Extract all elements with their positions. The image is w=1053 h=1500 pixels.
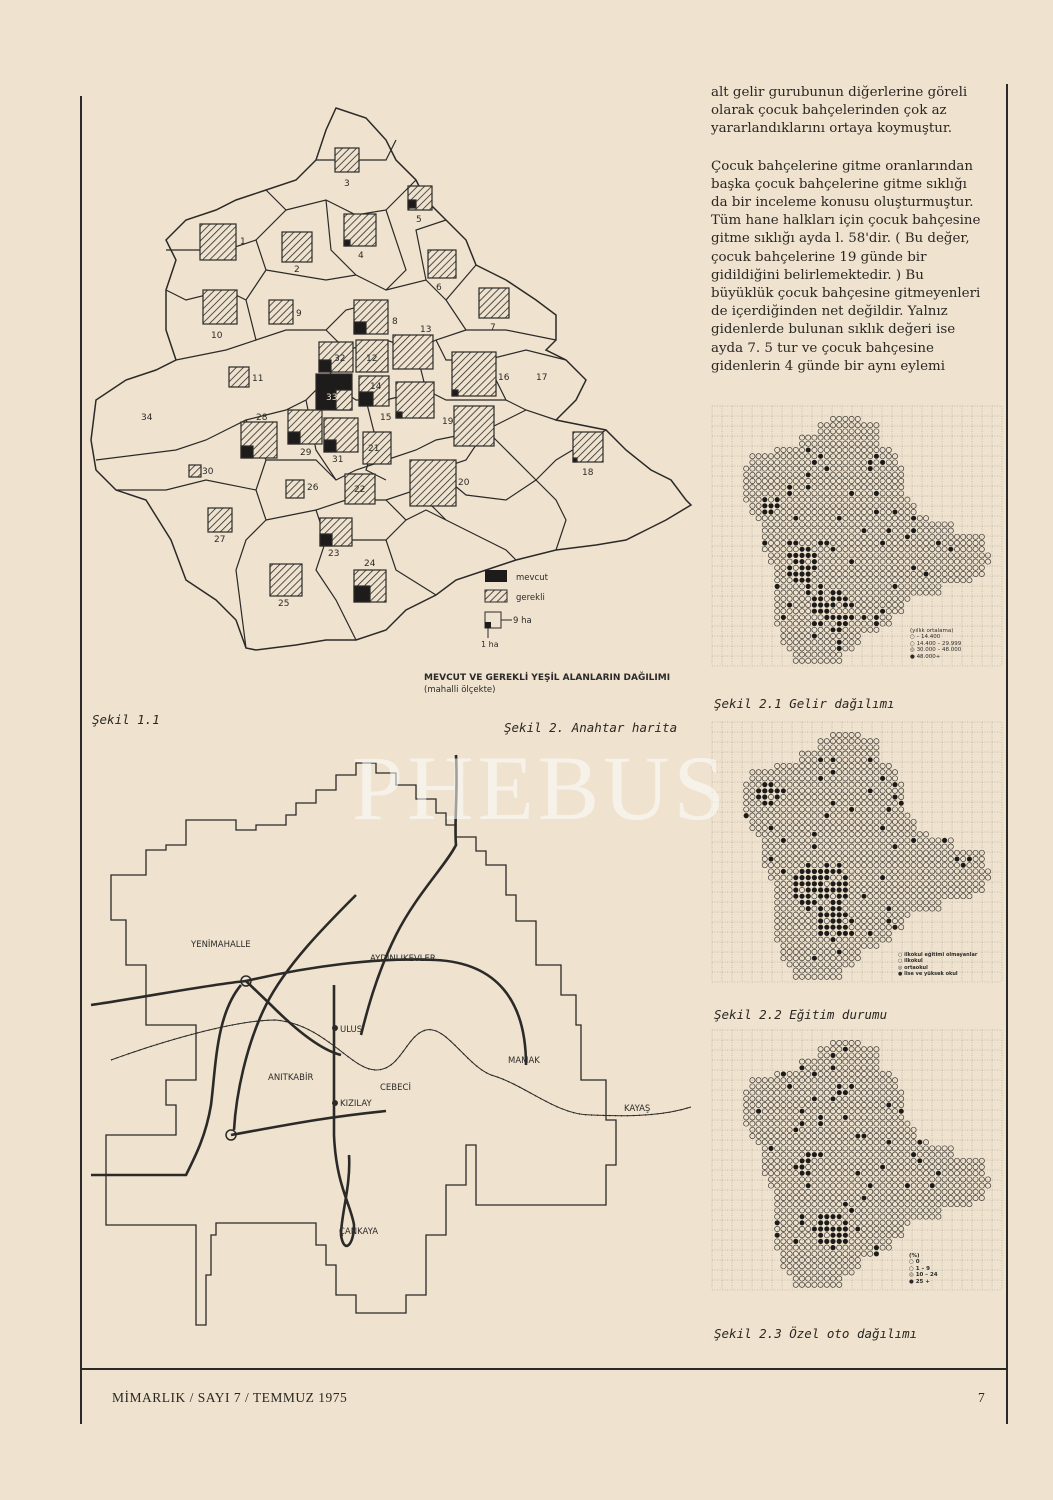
city-boundary bbox=[106, 763, 616, 1325]
district-label-28: 28 bbox=[256, 413, 268, 423]
car-legend-item-4: ● 25 + bbox=[909, 1278, 930, 1285]
body-paragraph-1: alt gelir gurubunun diğerlerine göreli olarak çocuk bahçelerinden çok az yararlandıklarını ortaya koymuştur. bbox=[711, 85, 968, 137]
district-label-6: 6 bbox=[436, 283, 442, 293]
figure-2-caption: Şekil 2. Anahtar harita bbox=[504, 720, 678, 735]
place-mamak: MAMAK bbox=[508, 1056, 540, 1066]
district-square-11 bbox=[229, 367, 249, 387]
district-label-2: 2 bbox=[294, 265, 300, 275]
right-margin-rule bbox=[1006, 84, 1008, 1424]
education-legend-item-2: ○ ilkokul bbox=[898, 958, 923, 965]
income-legend-title: (yıllık ortalama) bbox=[910, 628, 954, 634]
income-legend-item-3: ◎ 30.000 – 48.000 bbox=[910, 647, 962, 654]
station-dots bbox=[226, 976, 338, 1140]
figure-1-1-caption: Şekil 1.1 bbox=[92, 712, 160, 727]
car-legend bbox=[909, 1253, 938, 1285]
district-label-34: 34 bbox=[141, 413, 153, 423]
footer-publication: MİMARLIK / SAYI 7 / TEMMUZ 1975 bbox=[112, 1390, 348, 1405]
district-square-27 bbox=[208, 508, 232, 532]
district-label-12: 12 bbox=[366, 354, 378, 364]
district-label-29: 29 bbox=[300, 448, 312, 458]
district-label-30: 30 bbox=[202, 467, 214, 477]
car-legend-item-3: ◎ 10 – 24 bbox=[909, 1272, 938, 1279]
district-square-7 bbox=[479, 288, 509, 318]
map-subtitle: (mahalli ölçekte) bbox=[424, 685, 496, 695]
district-square-20 bbox=[410, 460, 456, 506]
district-label-32: 32 bbox=[334, 354, 346, 364]
district-square-13 bbox=[393, 335, 433, 369]
district-label-9: 9 bbox=[296, 309, 302, 319]
dot-cells bbox=[744, 1040, 991, 1287]
left-margin-rule bbox=[80, 96, 82, 1424]
district-green-area-map bbox=[86, 100, 696, 700]
dot-cells bbox=[744, 416, 991, 663]
railway-line bbox=[111, 1020, 691, 1116]
district-label-22: 22 bbox=[354, 485, 366, 495]
car-legend-item-1: ○ 0 bbox=[909, 1259, 920, 1266]
footer-rule bbox=[80, 1368, 1008, 1370]
figure-2-3-caption: Şekil 2.3 Özel oto dağılımı bbox=[714, 1326, 918, 1341]
place-kizilay: KIZILAY bbox=[340, 1099, 372, 1109]
map-legend bbox=[481, 570, 549, 649]
district-square-26 bbox=[286, 480, 304, 498]
place-ulus: ULUS bbox=[340, 1025, 363, 1035]
district-label-5: 5 bbox=[416, 215, 422, 225]
district-label-16: 16 bbox=[498, 373, 510, 383]
district-label-26: 26 bbox=[307, 483, 319, 493]
district-label-13: 13 bbox=[420, 325, 432, 335]
district-square-19 bbox=[454, 406, 494, 446]
district-label-11: 11 bbox=[252, 374, 264, 384]
district-label-31: 31 bbox=[332, 455, 344, 465]
district-label-23: 23 bbox=[328, 549, 340, 559]
district-label-25: 25 bbox=[278, 599, 290, 609]
district-label-24: 24 bbox=[364, 559, 376, 569]
district-label-4: 4 bbox=[358, 251, 364, 261]
place-cebeci: CEBECİ bbox=[380, 1083, 411, 1093]
income-legend-item-1: ○ – 14.400 bbox=[910, 634, 941, 641]
figure-2-1-caption: Şekil 2.1 Gelir dağılımı bbox=[714, 696, 895, 711]
district-label-15: 15 bbox=[380, 413, 392, 423]
body-paragraph-2: Çocuk bahçelerine gitme oranlarından başka çocuk bahçelerine gitme sıklığı da bir inceleme konusu oluşturmuştur. Tüm hane halkları için çocuk bahçesine gitme sıklığı ayda l. 58'dir. ( Bu değer, çocuk bahçelerine 19 günde bir gidildiğini belirlemektedir. ) Bu büyüklük çocuk bahçesine gitmeyenleri de içerdiğinden net değildir. Yalnız gidenlerde bulunan sıklık değeri ise ayda 7. 5 tur ve çocuk bahçesine gidenlerin 4 günde bir aynı eylemi bbox=[711, 158, 981, 374]
car-legend-title: (%) bbox=[909, 1253, 920, 1259]
district-label-7: 7 bbox=[490, 323, 496, 333]
private-car-distribution-map bbox=[712, 1030, 1004, 1312]
legend-required-label: gerekli bbox=[516, 593, 545, 603]
district-label-17: 17 bbox=[536, 373, 548, 383]
district-square-25 bbox=[270, 564, 302, 596]
district-square-2 bbox=[282, 232, 312, 262]
district-label-8: 8 bbox=[392, 317, 398, 327]
education-legend bbox=[898, 952, 977, 978]
figure-2-2-caption: Şekil 2.2 Eğitim durumu bbox=[714, 1007, 888, 1022]
district-square-6 bbox=[428, 250, 456, 278]
district-label-27: 27 bbox=[214, 535, 226, 545]
education-legend-item-1: ○ ilkokul eğitimi olmayanlar bbox=[898, 952, 978, 958]
district-label-14: 14 bbox=[370, 382, 382, 392]
district-label-21: 21 bbox=[368, 444, 380, 454]
income-legend bbox=[910, 628, 961, 660]
dot-cells bbox=[744, 732, 991, 979]
district-label-3: 3 bbox=[344, 179, 350, 189]
district-square-1 bbox=[200, 224, 236, 260]
legend-unit-label: 1 ha bbox=[481, 640, 499, 649]
district-label-33: 33 bbox=[326, 393, 338, 403]
place-yenimahalle: YENİMAHALLE bbox=[191, 940, 251, 950]
income-legend-item-2: ○ 14.400 – 29.999 bbox=[910, 640, 962, 647]
map-outer-boundary bbox=[91, 108, 691, 650]
district-square-9 bbox=[269, 300, 293, 324]
place-anitkabir: ANITKABİR bbox=[268, 1073, 314, 1083]
district-label-18: 18 bbox=[582, 468, 594, 478]
district-square-3 bbox=[335, 148, 359, 172]
district-label-19: 19 bbox=[442, 417, 454, 427]
district-label-1: 1 bbox=[240, 237, 246, 247]
income-legend-item-4: ● 48.000+ bbox=[910, 653, 941, 660]
watermark: PHEBUS bbox=[352, 737, 729, 839]
place-aydinlikevler: AYDINLIKEVLER bbox=[370, 954, 436, 964]
district-label-10: 10 bbox=[211, 331, 223, 341]
place-kayas: KAYAŞ bbox=[624, 1104, 651, 1114]
education-legend-item-4: ● lise ve yüksek okul bbox=[898, 971, 958, 978]
education-legend-item-3: ◎ ortaokul bbox=[898, 964, 928, 971]
page-number: 7 bbox=[978, 1390, 986, 1405]
map-title: MEVCUT VE GEREKLİ YEŞİL ALANLARIN DAĞILIMI bbox=[424, 673, 671, 683]
district-square-10 bbox=[203, 290, 237, 324]
district-square-30 bbox=[189, 465, 201, 477]
place-cankaya: ÇANKAYA bbox=[339, 1227, 379, 1237]
legend-size-label: 9 ha bbox=[513, 616, 532, 626]
car-legend-item-2: ○ 1 – 9 bbox=[909, 1265, 930, 1272]
body-text-column bbox=[711, 84, 1001, 395]
district-label-20: 20 bbox=[458, 478, 470, 488]
district-square-16 bbox=[452, 352, 496, 396]
legend-existing-label: mevcut bbox=[516, 573, 548, 583]
